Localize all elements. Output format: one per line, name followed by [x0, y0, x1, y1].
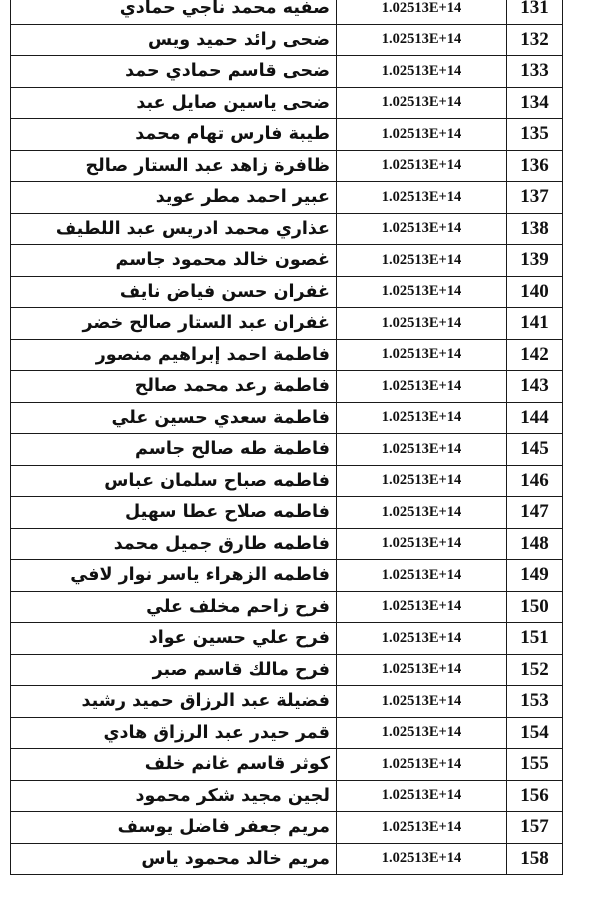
id-number-cell: 1.02513E+14 [337, 560, 507, 592]
student-name-cell: كوثر قاسم غانم خلف [11, 749, 337, 781]
table-row [11, 245, 563, 277]
table-row [11, 182, 563, 214]
student-name-cell: فاطمه صلاح عطا سهيل [11, 497, 337, 529]
student-name-cell: فاطمة رعد محمد صالح [11, 371, 337, 403]
sequence-number-cell: 131 [507, 0, 563, 24]
sequence-number-cell: 139 [507, 245, 563, 277]
student-name-cell: ضحى قاسم حمادي حمد [11, 56, 337, 88]
table-row [11, 339, 563, 371]
sequence-number-cell: 156 [507, 780, 563, 812]
student-name-cell: فاطمة طه صالح جاسم [11, 434, 337, 466]
sequence-number-cell: 148 [507, 528, 563, 560]
id-number-cell: 1.02513E+14 [337, 623, 507, 655]
table-row [11, 56, 563, 88]
student-name-cell: مريم خالد محمود ياس [11, 843, 337, 875]
id-number-cell: 1.02513E+14 [337, 339, 507, 371]
sequence-number-cell: 135 [507, 119, 563, 151]
sequence-number-cell: 149 [507, 560, 563, 592]
student-name-cell: فرح زاحم مخلف علي [11, 591, 337, 623]
id-number-cell: 1.02513E+14 [337, 150, 507, 182]
student-name-cell: عبير احمد مطر عويد [11, 182, 337, 214]
id-number-cell: 1.02513E+14 [337, 654, 507, 686]
id-number-cell: 1.02513E+14 [337, 749, 507, 781]
id-number-cell: 1.02513E+14 [337, 182, 507, 214]
sequence-number-cell: 157 [507, 812, 563, 844]
id-number-cell: 1.02513E+14 [337, 465, 507, 497]
id-number-cell: 1.02513E+14 [337, 371, 507, 403]
id-number-cell: 1.02513E+14 [337, 591, 507, 623]
sequence-number-cell: 136 [507, 150, 563, 182]
table-row [11, 591, 563, 623]
id-number-cell: 1.02513E+14 [337, 686, 507, 718]
id-number-cell: 1.02513E+14 [337, 843, 507, 875]
table-row [11, 276, 563, 308]
sequence-number-cell: 150 [507, 591, 563, 623]
sequence-number-cell: 154 [507, 717, 563, 749]
student-name-cell: غصون خالد محمود جاسم [11, 245, 337, 277]
sequence-number-cell: 151 [507, 623, 563, 655]
sequence-number-cell: 132 [507, 24, 563, 56]
sequence-number-cell: 144 [507, 402, 563, 434]
table-row [11, 371, 563, 403]
student-name-cell: فاطمة احمد إبراهيم منصور [11, 339, 337, 371]
id-number-cell: 1.02513E+14 [337, 119, 507, 151]
sequence-number-cell: 147 [507, 497, 563, 529]
id-number-cell: 1.02513E+14 [337, 528, 507, 560]
sequence-number-cell: 155 [507, 749, 563, 781]
table-row [11, 497, 563, 529]
id-number-cell: 1.02513E+14 [337, 24, 507, 56]
table-row [11, 717, 563, 749]
table-row [11, 24, 563, 56]
id-number-cell: 1.02513E+14 [337, 717, 507, 749]
table-row [11, 465, 563, 497]
id-number-cell: 1.02513E+14 [337, 87, 507, 119]
sequence-number-cell: 153 [507, 686, 563, 718]
id-number-cell: 1.02513E+14 [337, 56, 507, 88]
table-row [11, 812, 563, 844]
student-name-cell: فرح علي حسين عواد [11, 623, 337, 655]
student-name-cell: غفران حسن فياض نايف [11, 276, 337, 308]
table-row [11, 843, 563, 875]
sequence-number-cell: 137 [507, 182, 563, 214]
sequence-number-cell: 143 [507, 371, 563, 403]
student-name-cell: فاطمه طارق جميل محمد [11, 528, 337, 560]
student-name-cell: فرح مالك قاسم صبر [11, 654, 337, 686]
sequence-number-cell: 158 [507, 843, 563, 875]
table-row [11, 749, 563, 781]
id-number-cell: 1.02513E+14 [337, 497, 507, 529]
table-row [11, 623, 563, 655]
id-number-cell: 1.02513E+14 [337, 308, 507, 340]
table-body [11, 0, 563, 875]
student-name-cell: قمر حيدر عبد الرزاق هادي [11, 717, 337, 749]
table-row [11, 434, 563, 466]
table-row [11, 119, 563, 151]
id-number-cell: 1.02513E+14 [337, 812, 507, 844]
student-name-cell: فاطمه الزهراء ياسر نوار لافي [11, 560, 337, 592]
table-row [11, 308, 563, 340]
student-name-cell: ضحى ياسين صايل عبد [11, 87, 337, 119]
student-name-cell: لجين مجيد شكر محمود [11, 780, 337, 812]
sequence-number-cell: 146 [507, 465, 563, 497]
sequence-number-cell: 138 [507, 213, 563, 245]
student-name-cell: غفران عبد الستار صالح خضر [11, 308, 337, 340]
id-number-cell: 1.02513E+14 [337, 402, 507, 434]
table-row [11, 213, 563, 245]
student-name-cell: مريم جعفر فاضل يوسف [11, 812, 337, 844]
student-name-cell: فاطمه صباح سلمان عباس [11, 465, 337, 497]
sequence-number-cell: 145 [507, 434, 563, 466]
table-row [11, 402, 563, 434]
table-row [11, 780, 563, 812]
id-number-cell: 1.02513E+14 [337, 276, 507, 308]
table-row [11, 686, 563, 718]
id-number-cell: 1.02513E+14 [337, 245, 507, 277]
table-row [11, 528, 563, 560]
student-name-cell: ضحى رائد حميد ويس [11, 24, 337, 56]
student-name-cell: فاطمة سعدي حسين علي [11, 402, 337, 434]
student-name-cell: صفيه محمد ناجي حمادي [11, 0, 337, 24]
student-name-cell: طيبة فارس تهام محمد [11, 119, 337, 151]
student-name-cell: فضيلة عبد الرزاق حميد رشيد [11, 686, 337, 718]
id-number-cell: 1.02513E+14 [337, 0, 507, 24]
sequence-number-cell: 133 [507, 56, 563, 88]
student-name-cell: عذاري محمد ادريس عبد اللطيف [11, 213, 337, 245]
id-number-cell: 1.02513E+14 [337, 780, 507, 812]
names-table [10, 0, 563, 875]
student-name-cell: ظافرة زاهد عبد الستار صالح [11, 150, 337, 182]
table-row [11, 87, 563, 119]
sequence-number-cell: 142 [507, 339, 563, 371]
table-row [11, 150, 563, 182]
table-row [11, 654, 563, 686]
table-row [11, 560, 563, 592]
id-number-cell: 1.02513E+14 [337, 434, 507, 466]
sequence-number-cell: 140 [507, 276, 563, 308]
sequence-number-cell: 134 [507, 87, 563, 119]
sequence-number-cell: 152 [507, 654, 563, 686]
table-row [11, 0, 563, 24]
id-number-cell: 1.02513E+14 [337, 213, 507, 245]
sequence-number-cell: 141 [507, 308, 563, 340]
